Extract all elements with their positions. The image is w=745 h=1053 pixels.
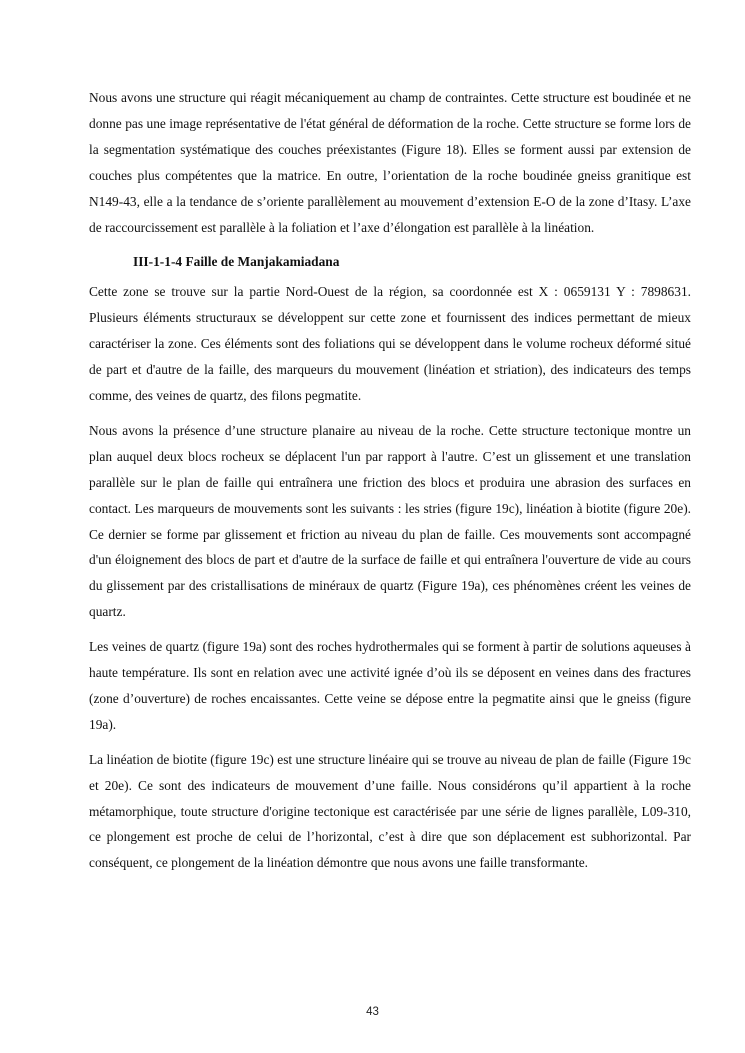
paragraph-zone-location: Cette zone se trouve sur la partie Nord-Ouest de la région, sa coordonnée est X : 0659131 Y : 7898631. Plusieurs éléments structuraux se développent sur cette zone et fournissent des indices permettant de mieux caractériser la zone. Ces éléments sont des foliations qui se développent dans le volume rocheux déformé situé de part et d'autre de la faille, des marqueurs du mouvement (linéation et striation), des indicateurs des temps comme, des veines de quartz, des filons pegmatite. <box>89 284 691 403</box>
paragraph-boudinage: Nous avons une structure qui réagit mécaniquement au champ de contraintes. Cette structure est boudinée et ne donne pas une image représentative de l'état général de déformation de la roche. Cette structure se forme lors de la segmentation systématique des couches préexistantes (Figure 18). Elles se forment aussi par extension de couches plus compétentes que la matrice. En outre, l’orientation de la roche boudinée gneiss granitique est N149-43, elle a la tendance de s’oriente parallèlement au mouvement d’extension E-O de la zone d’Itasy. L’axe de raccourcissement est parallèle à la foliation et l’axe d’élongation est parallèle à la linéation. <box>89 90 691 235</box>
paragraph-planar-structure: Nous avons la présence d’une structure planaire au niveau de la roche. Cette structure tectonique montre un plan auquel deux blocs rocheux se déplacent l'un par rapport à l'autre. C’est un glissement et une translation parallèle sur le plan de faille qui entraînera une friction des blocs et produira une abrasion des surfaces en contact. Les marqueurs de mouvements sont les suivants : les stries (figure 19c), linéation à biotite (figure 20e). Ce dernier se forme par glissement et friction au niveau du plan de faille. Ces mouvements sont accompagné d'un éloignement des blocs de part et d'autre de la surface de faille et qui entraînera l'ouverture de vide au cours du glissement par des cristallisations de minéraux de quartz (Figure 19a), ces phénomènes créent les veines de quartz. <box>89 422 691 620</box>
paragraph-biotite-lineation: La linéation de biotite (figure 19c) est une structure linéaire qui se trouve au niveau de plan de faille (Figure 19c et 20e). Ce sont des indicateurs de mouvement d’une faille. Nous considérons qu’il appartient à la roche métamorphique, toute structure d'origine tectonique est caractérisée par une série de lignes parallèle, L09-310, ce plongement est proche de celui de l’horizontal, c’est à dire que son déplacement est subhorizontal. Par conséquent, ce plongement de la linéation démontre que nous avons une faille transformante. <box>89 751 691 871</box>
paragraph-quartz-veins: Les veines de quartz (figure 19a) sont des roches hydrothermales qui se forment à partir de solutions aqueuses à haute température. Ils sont en relation avec une activité ignée d’où ils se déposent en veines dans des fractures (zone d’ouverture) de roches encaissantes. Cette veine se dépose entre la pegmatite ainsi que le gneiss (figure 19a). <box>89 639 691 732</box>
page-body <box>89 85 691 885</box>
page-number: 43 <box>366 1006 379 1018</box>
section-heading: III-1-1-4 Faille de Manjakamiadana <box>133 254 340 270</box>
